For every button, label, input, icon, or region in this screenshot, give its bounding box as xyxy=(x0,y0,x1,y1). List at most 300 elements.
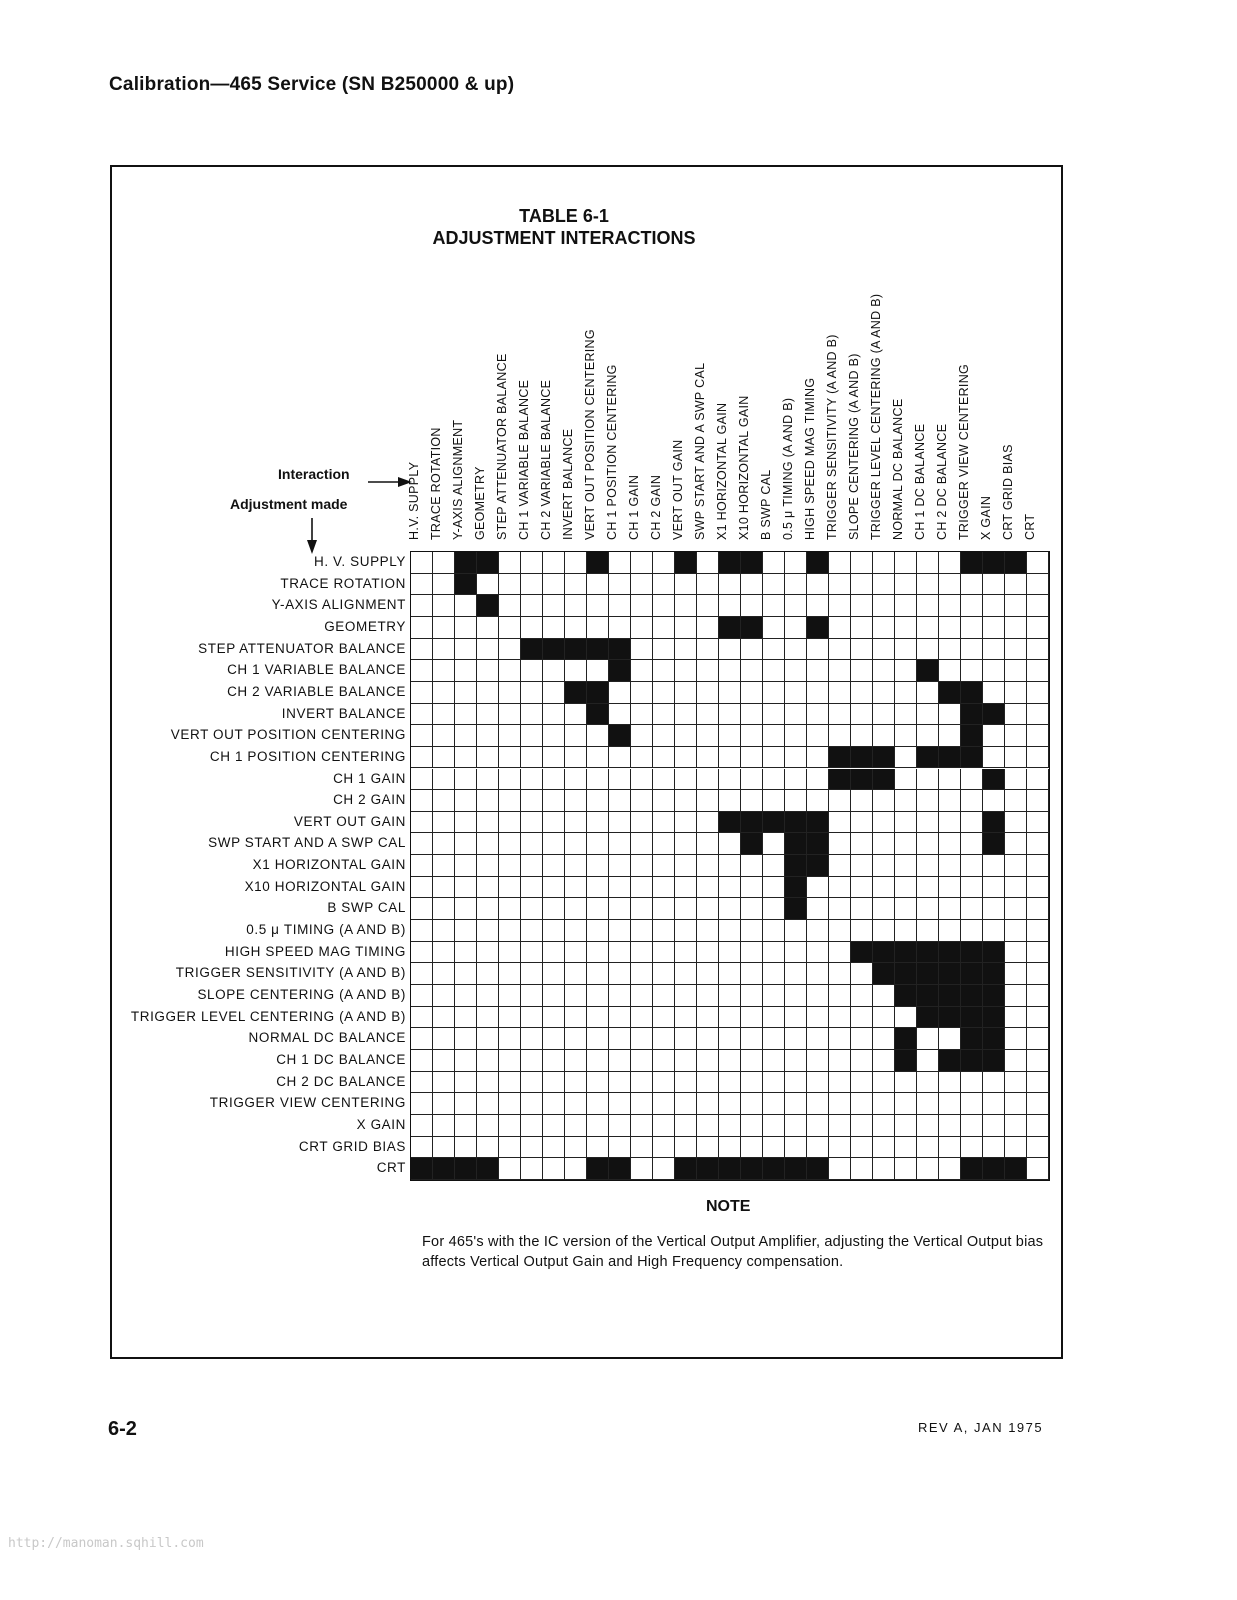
interaction-cell xyxy=(455,747,477,769)
interaction-cell-filled xyxy=(609,1158,631,1180)
interaction-cell xyxy=(587,942,609,964)
interaction-cell xyxy=(631,1028,653,1050)
interaction-cell xyxy=(895,855,917,877)
interaction-cell xyxy=(675,1115,697,1137)
interaction-cell xyxy=(939,812,961,834)
interaction-cell xyxy=(477,639,499,661)
interaction-cell xyxy=(477,920,499,942)
row-label: Y-AXIS ALIGNMENT xyxy=(271,597,406,613)
interaction-cell xyxy=(917,725,939,747)
row-label: X GAIN xyxy=(356,1116,406,1132)
interaction-cell xyxy=(741,574,763,596)
interaction-cell xyxy=(455,769,477,791)
interaction-cell-filled xyxy=(807,855,829,877)
interaction-cell xyxy=(675,1028,697,1050)
row-label: CH 2 GAIN xyxy=(333,792,406,808)
interaction-cell xyxy=(741,769,763,791)
interaction-cell xyxy=(521,898,543,920)
interaction-cell xyxy=(851,898,873,920)
interaction-cell xyxy=(895,877,917,899)
interaction-cell xyxy=(807,898,829,920)
interaction-cell xyxy=(653,704,675,726)
interaction-cell xyxy=(961,769,983,791)
interaction-cell xyxy=(433,1093,455,1115)
interaction-cell xyxy=(1027,812,1049,834)
interaction-cell xyxy=(631,660,653,682)
interaction-cell xyxy=(411,704,433,726)
interaction-cell xyxy=(477,1050,499,1072)
interaction-cell xyxy=(961,595,983,617)
interaction-cell xyxy=(829,812,851,834)
interaction-cell xyxy=(609,1093,631,1115)
interaction-cell xyxy=(499,855,521,877)
interaction-cell xyxy=(873,617,895,639)
interaction-cell-filled xyxy=(807,617,829,639)
interaction-cell xyxy=(829,1050,851,1072)
interaction-cell xyxy=(697,1050,719,1072)
interaction-cell xyxy=(565,725,587,747)
interaction-cell xyxy=(543,704,565,726)
interaction-cell xyxy=(895,682,917,704)
interaction-cell xyxy=(983,1072,1005,1094)
interaction-cell xyxy=(675,1137,697,1159)
interaction-cell xyxy=(455,812,477,834)
interaction-cell-filled xyxy=(807,1158,829,1180)
interaction-cell xyxy=(763,942,785,964)
note-text: For 465's with the IC version of the Vertical Output Amplifier, adjusting the Vertical Output bias affects Vertical Output Gain and High Frequency compensation. xyxy=(422,1234,1044,1270)
interaction-cell xyxy=(895,660,917,682)
interaction-cell xyxy=(807,1137,829,1159)
interaction-cell xyxy=(433,963,455,985)
interaction-cell xyxy=(499,1007,521,1029)
interaction-cell-filled xyxy=(433,1158,455,1180)
interaction-cell xyxy=(697,1028,719,1050)
interaction-cell xyxy=(851,833,873,855)
interaction-cell xyxy=(455,963,477,985)
interaction-cell xyxy=(565,1115,587,1137)
interaction-cell xyxy=(983,1115,1005,1137)
interaction-cell-filled xyxy=(961,682,983,704)
interaction-cell xyxy=(917,812,939,834)
interaction-cell xyxy=(499,639,521,661)
interaction-cell xyxy=(697,877,719,899)
interaction-cell xyxy=(675,963,697,985)
interaction-cell xyxy=(939,617,961,639)
interaction-cell xyxy=(961,660,983,682)
interaction-cell xyxy=(411,725,433,747)
interaction-cell xyxy=(433,790,455,812)
interaction-cell xyxy=(1027,552,1049,574)
interaction-cell xyxy=(961,617,983,639)
interaction-cell xyxy=(675,769,697,791)
interaction-cell xyxy=(719,920,741,942)
interaction-cell xyxy=(1027,725,1049,747)
row-label: 0.5 μ TIMING (A AND B) xyxy=(246,922,406,938)
interaction-cell-filled xyxy=(565,682,587,704)
interaction-cell xyxy=(829,790,851,812)
interaction-cell xyxy=(807,790,829,812)
column-header-label: CRT GRID BIAS xyxy=(1001,444,1015,540)
interaction-cell-filled xyxy=(961,942,983,964)
interaction-cell xyxy=(499,963,521,985)
interaction-cell xyxy=(499,877,521,899)
interaction-cell xyxy=(895,704,917,726)
interaction-cell xyxy=(939,833,961,855)
interaction-cell xyxy=(653,942,675,964)
interaction-cell xyxy=(1005,747,1027,769)
interaction-cell xyxy=(499,1072,521,1094)
interaction-cell xyxy=(455,877,477,899)
interaction-cell xyxy=(719,898,741,920)
interaction-cell-filled xyxy=(785,812,807,834)
interaction-cell xyxy=(587,769,609,791)
interaction-cell xyxy=(917,1072,939,1094)
interaction-cell xyxy=(719,1028,741,1050)
interaction-cell xyxy=(609,682,631,704)
watermark: http://manoman.sqhill.com xyxy=(8,1536,204,1551)
interaction-cell xyxy=(873,682,895,704)
interaction-cell xyxy=(851,790,873,812)
interaction-cell xyxy=(895,552,917,574)
interaction-cell xyxy=(763,898,785,920)
interaction-cell xyxy=(653,920,675,942)
interaction-cell xyxy=(719,1072,741,1094)
column-header-label: SLOPE CENTERING (A AND B) xyxy=(847,353,861,540)
interaction-cell xyxy=(851,1158,873,1180)
interaction-cell xyxy=(1005,920,1027,942)
interaction-cell xyxy=(433,812,455,834)
interaction-cell xyxy=(763,1115,785,1137)
interaction-cell-filled xyxy=(829,747,851,769)
interaction-cell xyxy=(477,747,499,769)
interaction-cell xyxy=(873,1050,895,1072)
interaction-cell xyxy=(543,1158,565,1180)
interaction-cell xyxy=(917,920,939,942)
adjustment-arrow-icon xyxy=(306,518,318,554)
interaction-cell-filled xyxy=(455,1158,477,1180)
interaction-cell xyxy=(433,552,455,574)
interaction-cell xyxy=(697,1093,719,1115)
interaction-cell xyxy=(521,963,543,985)
interaction-cell xyxy=(829,920,851,942)
interaction-cell xyxy=(675,1050,697,1072)
interaction-cell xyxy=(851,574,873,596)
interaction-cell xyxy=(1005,1028,1027,1050)
interaction-cell xyxy=(499,942,521,964)
interaction-cell xyxy=(763,877,785,899)
interaction-cell xyxy=(719,1050,741,1072)
interaction-cell xyxy=(565,898,587,920)
interaction-cell xyxy=(455,595,477,617)
interaction-cell xyxy=(653,877,675,899)
interaction-cell xyxy=(697,1072,719,1094)
interaction-cell xyxy=(1027,942,1049,964)
interaction-cell xyxy=(411,1072,433,1094)
interaction-cell xyxy=(499,790,521,812)
interaction-cell xyxy=(631,747,653,769)
interaction-cell xyxy=(983,725,1005,747)
interaction-cell xyxy=(1027,1050,1049,1072)
interaction-cell xyxy=(939,920,961,942)
interaction-cell xyxy=(1005,769,1027,791)
interaction-cell-filled xyxy=(807,812,829,834)
interaction-cell xyxy=(565,1158,587,1180)
interaction-cell xyxy=(631,725,653,747)
interaction-cell xyxy=(785,942,807,964)
interaction-cell xyxy=(917,1115,939,1137)
interaction-cell xyxy=(741,682,763,704)
row-label: VERT OUT GAIN xyxy=(293,813,406,829)
interaction-cell xyxy=(851,920,873,942)
interaction-cell xyxy=(741,639,763,661)
interaction-cell xyxy=(917,898,939,920)
column-header-label: H.V. SUPPLY xyxy=(407,461,421,540)
interaction-cell xyxy=(939,660,961,682)
interaction-cell xyxy=(1005,574,1027,596)
interaction-cell xyxy=(741,1028,763,1050)
interaction-cell xyxy=(411,963,433,985)
interaction-cell xyxy=(609,1050,631,1072)
interaction-cell xyxy=(411,898,433,920)
interaction-cell xyxy=(455,1072,477,1094)
interaction-cell xyxy=(961,1115,983,1137)
interaction-cell xyxy=(543,595,565,617)
interaction-cell xyxy=(961,1072,983,1094)
interaction-cell-filled xyxy=(895,985,917,1007)
interaction-cell xyxy=(961,1137,983,1159)
interaction-cell xyxy=(565,704,587,726)
interaction-cell xyxy=(1005,1137,1027,1159)
interaction-cell xyxy=(961,574,983,596)
interaction-cell xyxy=(653,898,675,920)
interaction-cell-filled xyxy=(785,877,807,899)
interaction-cell xyxy=(521,1028,543,1050)
interaction-cell xyxy=(807,877,829,899)
interaction-cell xyxy=(455,1028,477,1050)
interaction-cell xyxy=(653,574,675,596)
row-label: CH 1 VARIABLE BALANCE xyxy=(227,662,406,678)
row-label: NORMAL DC BALANCE xyxy=(248,1030,406,1046)
interaction-cell xyxy=(1005,617,1027,639)
interaction-cell-filled xyxy=(939,942,961,964)
interaction-cell xyxy=(609,1028,631,1050)
interaction-cell xyxy=(543,747,565,769)
interaction-cell xyxy=(741,660,763,682)
interaction-cell xyxy=(411,747,433,769)
interaction-cell xyxy=(477,660,499,682)
interaction-cell xyxy=(1027,790,1049,812)
interaction-cell xyxy=(653,812,675,834)
interaction-cell xyxy=(763,725,785,747)
interaction-cell xyxy=(1005,898,1027,920)
interaction-cell-filled xyxy=(983,963,1005,985)
interaction-cell xyxy=(499,1093,521,1115)
interaction-cell xyxy=(763,920,785,942)
interaction-cell xyxy=(719,855,741,877)
interaction-cell xyxy=(741,1137,763,1159)
interaction-cell xyxy=(433,682,455,704)
interaction-cell-filled xyxy=(609,660,631,682)
interaction-cell xyxy=(1027,1093,1049,1115)
interaction-cell xyxy=(521,877,543,899)
interaction-cell xyxy=(895,898,917,920)
row-label: TRIGGER LEVEL CENTERING (A AND B) xyxy=(130,1008,406,1024)
interaction-cell xyxy=(609,617,631,639)
interaction-cell xyxy=(675,1007,697,1029)
interaction-cell xyxy=(477,942,499,964)
interaction-cell xyxy=(499,812,521,834)
interaction-cell xyxy=(719,833,741,855)
interaction-cell xyxy=(543,1028,565,1050)
column-header-label: CH 1 POSITION CENTERING xyxy=(605,364,619,540)
interaction-cell xyxy=(851,1137,873,1159)
interaction-cell-filled xyxy=(587,552,609,574)
interaction-cell xyxy=(609,1007,631,1029)
interaction-cell xyxy=(1027,682,1049,704)
interaction-cell-filled xyxy=(587,682,609,704)
interaction-cell xyxy=(829,1137,851,1159)
interaction-cell xyxy=(829,639,851,661)
interaction-cell xyxy=(653,1072,675,1094)
interaction-cell xyxy=(895,617,917,639)
interaction-cell xyxy=(1005,639,1027,661)
interaction-cell xyxy=(807,574,829,596)
interaction-cell xyxy=(455,790,477,812)
interaction-cell xyxy=(697,833,719,855)
interaction-cell xyxy=(895,574,917,596)
interaction-cell xyxy=(1027,1158,1049,1180)
interaction-cell xyxy=(939,1137,961,1159)
interaction-cell xyxy=(499,920,521,942)
interaction-cell xyxy=(1005,855,1027,877)
interaction-cell xyxy=(653,1158,675,1180)
interaction-cell xyxy=(961,898,983,920)
interaction-cell xyxy=(741,1093,763,1115)
interaction-cell-filled xyxy=(961,725,983,747)
interaction-cell xyxy=(873,574,895,596)
interaction-cell xyxy=(631,1093,653,1115)
interaction-cell xyxy=(455,617,477,639)
interaction-cell-filled xyxy=(565,639,587,661)
interaction-cell xyxy=(785,1050,807,1072)
column-header-label: CH 2 DC BALANCE xyxy=(935,423,949,540)
interaction-cell xyxy=(983,639,1005,661)
interaction-cell xyxy=(697,985,719,1007)
interaction-cell xyxy=(675,725,697,747)
interaction-cell-filled xyxy=(807,552,829,574)
interaction-cell xyxy=(939,855,961,877)
interaction-cell xyxy=(829,660,851,682)
interaction-cell xyxy=(983,877,1005,899)
interaction-cell-filled xyxy=(895,942,917,964)
interaction-cell xyxy=(477,1137,499,1159)
column-header-label: SWP START AND A SWP CAL xyxy=(693,362,707,540)
interaction-cell xyxy=(763,855,785,877)
interaction-cell-filled xyxy=(741,617,763,639)
interaction-cell xyxy=(565,833,587,855)
interaction-cell xyxy=(477,963,499,985)
row-label: GEOMETRY xyxy=(324,618,406,634)
interaction-cell xyxy=(719,725,741,747)
interaction-cell xyxy=(631,963,653,985)
interaction-cell xyxy=(499,1028,521,1050)
interaction-cell xyxy=(719,660,741,682)
interaction-cell xyxy=(675,790,697,812)
interaction-cell xyxy=(609,747,631,769)
interaction-cell xyxy=(631,812,653,834)
interaction-cell xyxy=(477,1072,499,1094)
interaction-cell xyxy=(741,595,763,617)
column-header-label: X GAIN xyxy=(979,495,993,540)
interaction-cell xyxy=(741,790,763,812)
interaction-cell xyxy=(631,639,653,661)
interaction-cell xyxy=(675,747,697,769)
interaction-cell xyxy=(697,660,719,682)
interaction-cell xyxy=(565,617,587,639)
interaction-cell xyxy=(961,812,983,834)
interaction-cell xyxy=(455,725,477,747)
interaction-cell xyxy=(785,574,807,596)
interaction-cell xyxy=(587,877,609,899)
interaction-cell xyxy=(807,725,829,747)
interaction-cell xyxy=(675,942,697,964)
interaction-cell-filled xyxy=(917,963,939,985)
interaction-cell xyxy=(1027,1115,1049,1137)
interaction-cell-filled xyxy=(609,639,631,661)
interaction-cell xyxy=(917,855,939,877)
interaction-cell xyxy=(411,639,433,661)
interaction-cell xyxy=(763,1093,785,1115)
interaction-cell xyxy=(763,790,785,812)
interaction-cell xyxy=(785,682,807,704)
interaction-cell xyxy=(697,552,719,574)
interaction-cell xyxy=(741,963,763,985)
interaction-cell xyxy=(807,704,829,726)
interaction-cell xyxy=(961,855,983,877)
interaction-cell xyxy=(785,704,807,726)
interaction-cell xyxy=(763,833,785,855)
interaction-cell-filled xyxy=(873,963,895,985)
column-header-label: TRIGGER VIEW CENTERING xyxy=(957,363,971,540)
column-header-label: CH 1 VARIABLE BALANCE xyxy=(517,379,531,540)
interaction-cell xyxy=(829,1028,851,1050)
interaction-cell xyxy=(785,790,807,812)
interaction-cell xyxy=(983,855,1005,877)
interaction-cell xyxy=(433,660,455,682)
interaction-cell xyxy=(653,747,675,769)
interaction-cell xyxy=(1027,877,1049,899)
interaction-cell xyxy=(961,1093,983,1115)
interaction-cell xyxy=(609,963,631,985)
interaction-cell xyxy=(1005,1115,1027,1137)
interaction-cell xyxy=(609,1115,631,1137)
interaction-cell xyxy=(785,769,807,791)
interaction-cell xyxy=(411,1028,433,1050)
interaction-cell xyxy=(851,812,873,834)
interaction-cell xyxy=(917,833,939,855)
interaction-cell xyxy=(719,1007,741,1029)
interaction-cell xyxy=(675,985,697,1007)
interaction-cell xyxy=(697,790,719,812)
interaction-cell xyxy=(697,1137,719,1159)
interaction-cell xyxy=(631,595,653,617)
interaction-cell xyxy=(807,682,829,704)
interaction-cell xyxy=(1005,725,1027,747)
interaction-cell xyxy=(543,985,565,1007)
interaction-cell xyxy=(499,769,521,791)
interaction-cell-filled xyxy=(983,1028,1005,1050)
interaction-cell xyxy=(477,617,499,639)
